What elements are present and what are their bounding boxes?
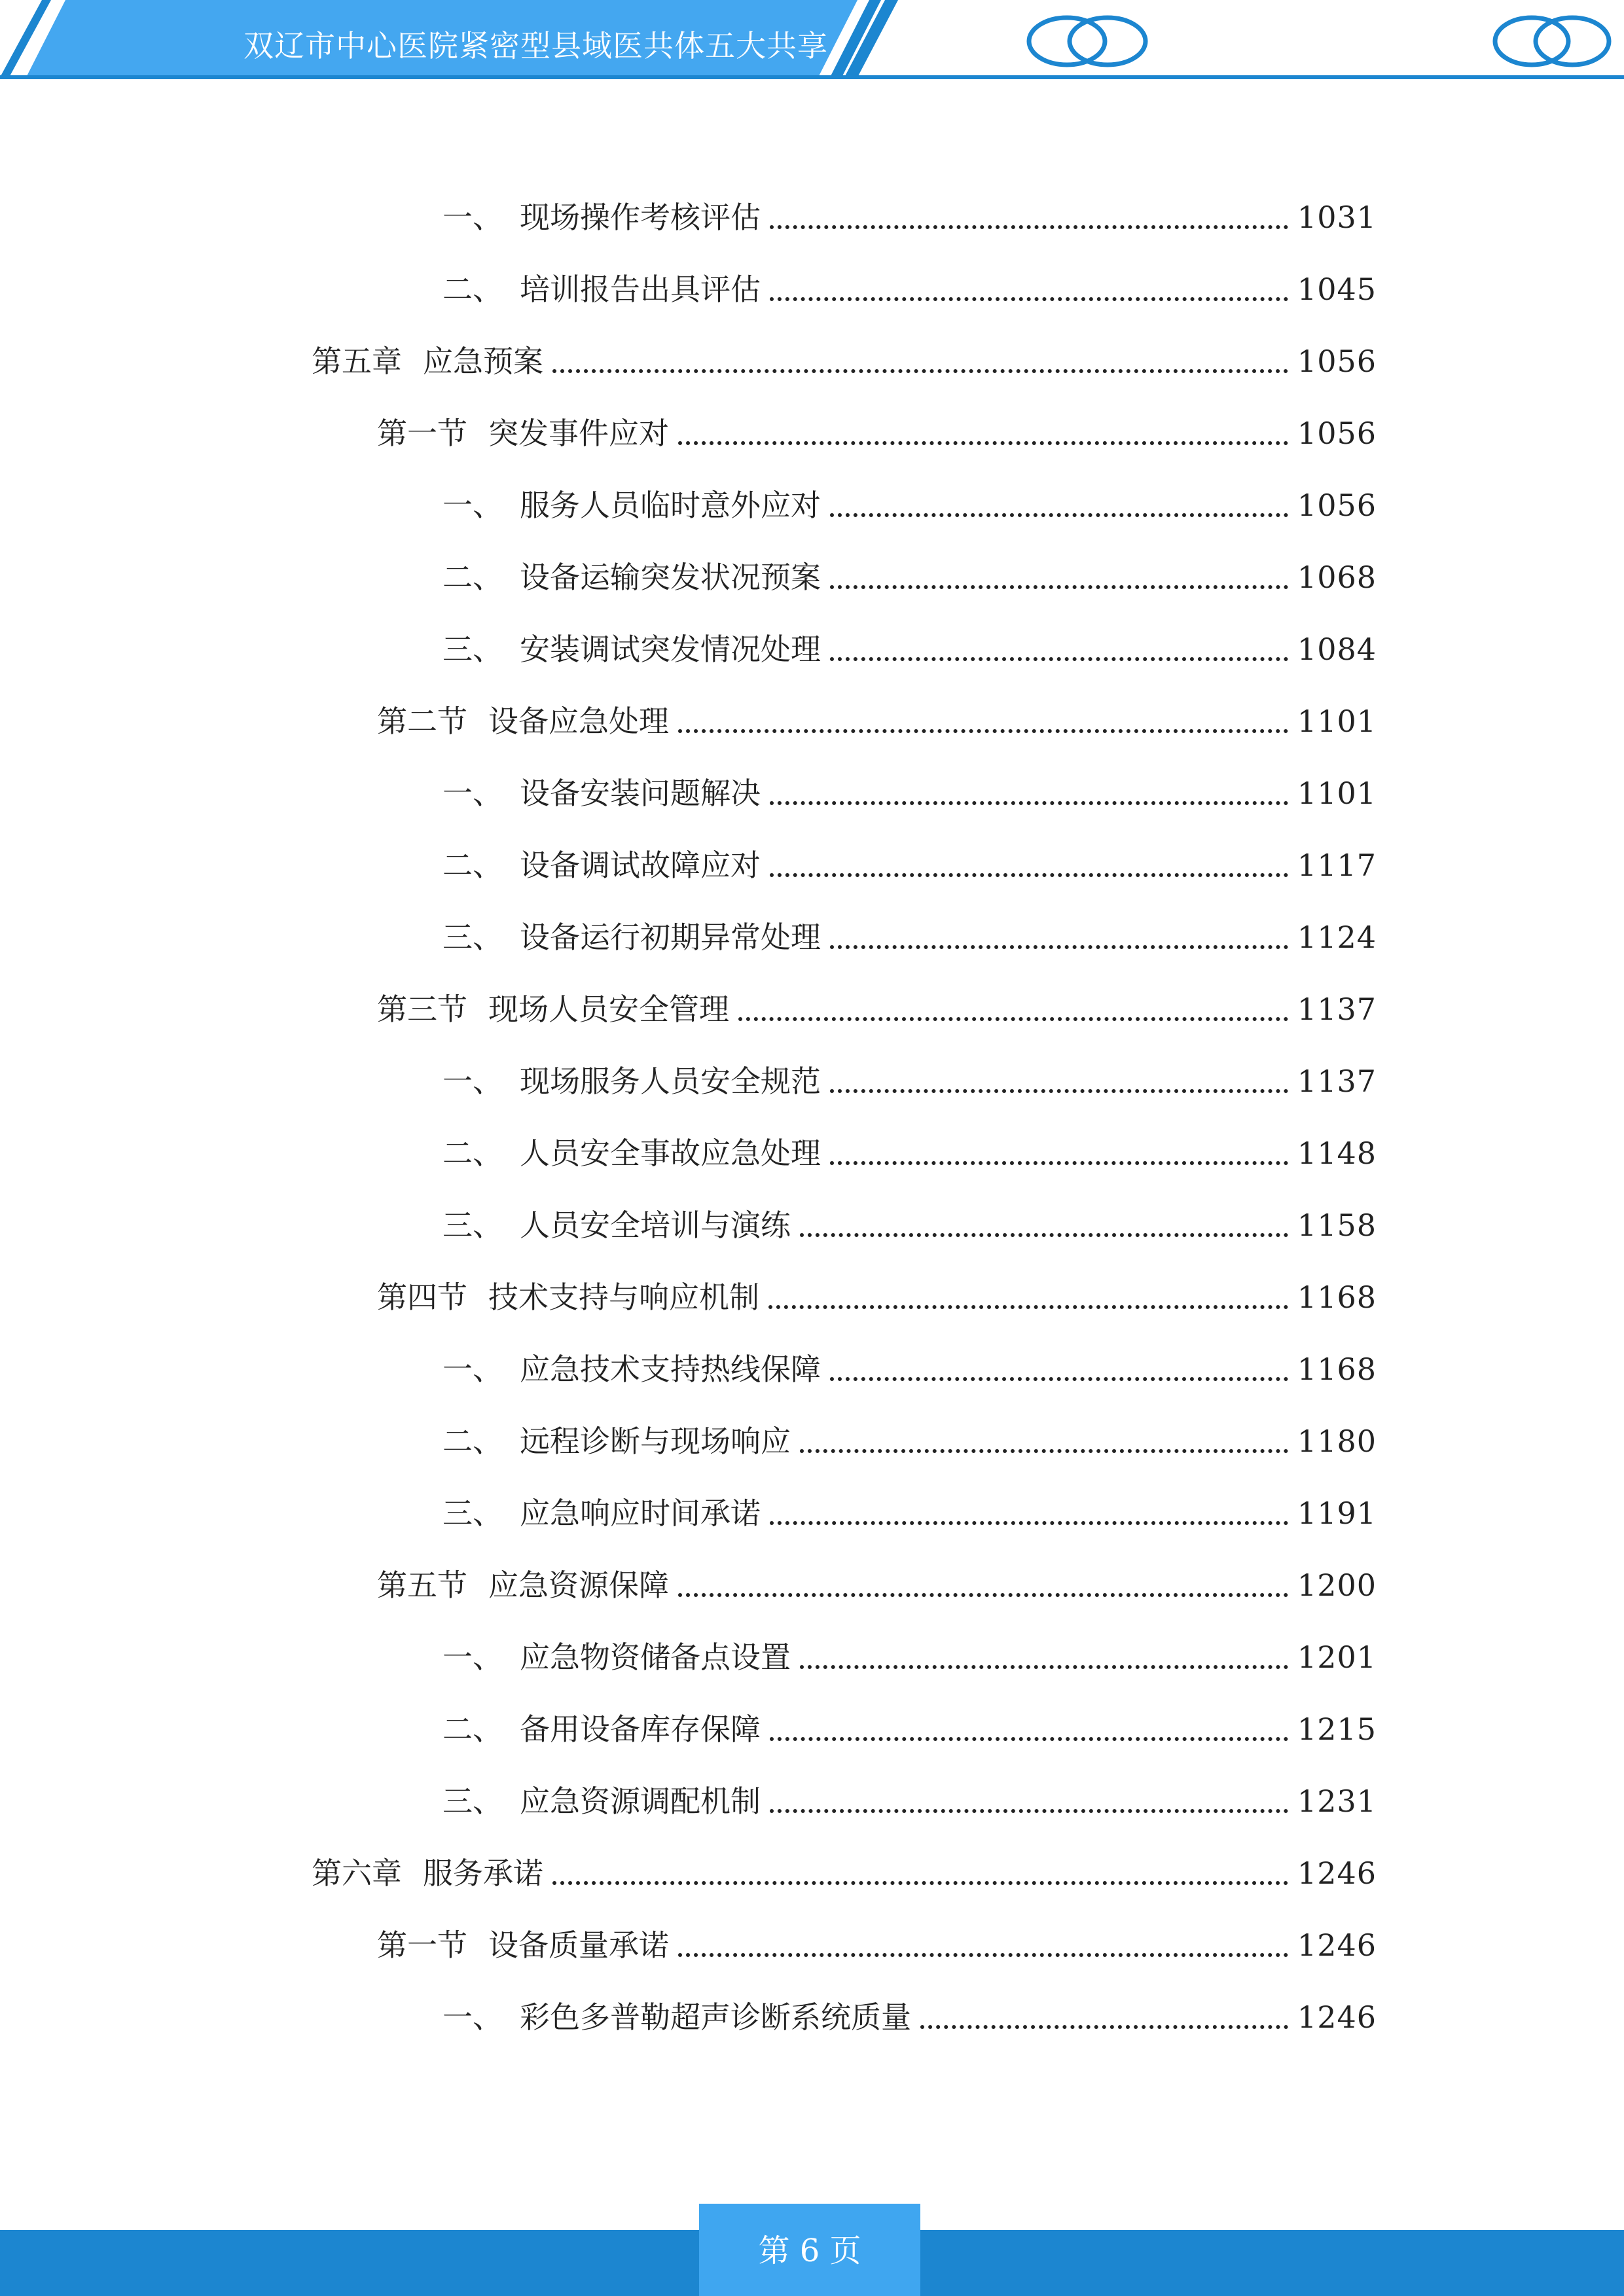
toc-entry-label: 安装调试突发情况处理 (520, 632, 821, 667)
toc-entry-page: 1031 (1297, 200, 1377, 235)
toc-dot-leader (678, 1562, 1288, 1609)
toc-entry[interactable] (312, 1850, 1377, 1897)
toc-dot-leader (800, 1202, 1288, 1249)
toc-entry-label: 设备质量承诺 (488, 1928, 669, 1963)
toc-entry-number: 二、 (442, 848, 503, 883)
toc-entry-number: 一、 (442, 1352, 503, 1387)
toc-dot-leader (830, 554, 1288, 601)
toc-entry-page: 1158 (1297, 1208, 1377, 1243)
toc-entry-page: 1200 (1297, 1568, 1377, 1603)
toc-entry[interactable] (442, 1490, 1377, 1537)
toc-entry[interactable] (442, 1706, 1377, 1753)
toc-dot-leader (770, 1778, 1288, 1825)
toc-entry[interactable] (442, 1058, 1377, 1105)
toc-entry-number: 二、 (442, 1712, 503, 1747)
toc-dot-leader (920, 1994, 1288, 2041)
toc-entry-label: 彩色多普勒超声诊断系统质量 (520, 2000, 911, 2035)
toc-dot-leader (738, 986, 1288, 1033)
toc-dot-leader (770, 194, 1288, 241)
toc-entry-number: 第六章 (312, 1856, 402, 1891)
toc-entry[interactable] (442, 554, 1377, 601)
toc-entry[interactable] (442, 1634, 1377, 1681)
toc-entry-label: 突发事件应对 (488, 416, 669, 451)
toc-entry-number: 三、 (442, 920, 503, 955)
toc-entry-label: 应急物资储备点设置 (520, 1640, 791, 1675)
toc-entry-page: 1246 (1297, 1856, 1377, 1891)
toc-entry[interactable] (442, 626, 1377, 673)
toc-entry[interactable] (377, 1274, 1377, 1321)
toc-entry-label: 现场服务人员安全规范 (520, 1064, 821, 1099)
toc-entry[interactable] (442, 770, 1377, 817)
toc-entry-page: 1168 (1297, 1352, 1377, 1387)
toc-entry-label: 应急技术支持热线保障 (520, 1352, 821, 1387)
toc-entry[interactable] (442, 194, 1377, 241)
toc-entry-label: 设备运行初期异常处理 (520, 920, 821, 955)
toc-entry-label: 现场人员安全管理 (488, 992, 729, 1027)
toc-dot-leader (770, 842, 1288, 889)
toc-entry-number: 第五章 (312, 344, 402, 379)
toc-entry-page: 1191 (1297, 1496, 1377, 1531)
toc-entry-page: 1137 (1297, 992, 1377, 1027)
toc-entry[interactable] (442, 1130, 1377, 1177)
page-number: 第 6 页 (758, 2233, 861, 2269)
toc-entry-number: 一、 (442, 2000, 503, 2035)
toc-entry-label: 服务人员临时意外应对 (520, 488, 821, 523)
toc-entry[interactable] (377, 1562, 1377, 1609)
toc-dot-leader (770, 1490, 1288, 1537)
toc-dot-leader (678, 410, 1288, 457)
toc-dot-leader (770, 266, 1288, 313)
toc-entry-number: 第四节 (377, 1280, 467, 1315)
toc-entry-page: 1068 (1297, 560, 1377, 595)
toc-entry[interactable] (377, 698, 1377, 745)
toc-entry-number: 二、 (442, 1136, 503, 1171)
toc-dot-leader (800, 1634, 1288, 1681)
toc-entry-number: 第五节 (377, 1568, 467, 1603)
toc-entry-number: 三、 (442, 1496, 503, 1531)
toc-entry[interactable] (377, 410, 1377, 457)
toc-entry-label: 应急资源保障 (488, 1568, 669, 1603)
toc-entry-number: 一、 (442, 200, 503, 235)
toc-entry-page: 1056 (1297, 416, 1377, 451)
toc-entry-page: 1056 (1297, 488, 1377, 523)
toc-entry-page: 1045 (1297, 272, 1377, 307)
toc-entry-number: 二、 (442, 1424, 503, 1459)
toc-dot-leader (830, 914, 1288, 961)
toc-entry-page: 1084 (1297, 632, 1377, 667)
toc-dot-leader (768, 1274, 1288, 1321)
header-title: 双辽市中心医院紧密型县域医共体五大共享 (244, 28, 828, 63)
toc-entry-label: 人员安全培训与演练 (520, 1208, 791, 1243)
toc-entry[interactable] (312, 338, 1377, 385)
toc-dot-leader (678, 698, 1288, 745)
toc-entry-number: 第三节 (377, 992, 467, 1027)
toc-entry[interactable] (377, 986, 1377, 1033)
toc-entry[interactable] (442, 482, 1377, 529)
toc-entry-page: 1215 (1297, 1712, 1377, 1747)
toc-entry-number: 三、 (442, 1208, 503, 1243)
toc-entry-number: 第一节 (377, 1928, 467, 1963)
toc-entry-page: 1246 (1297, 1928, 1377, 1963)
toc-entry-number: 第二节 (377, 704, 467, 739)
toc-entry-label: 备用设备库存保障 (520, 1712, 761, 1747)
toc-entry-label: 应急响应时间承诺 (520, 1496, 761, 1531)
toc-entry[interactable] (442, 914, 1377, 961)
toc-dot-leader (830, 626, 1288, 673)
toc-entry-page: 1231 (1297, 1784, 1377, 1819)
toc-entry-label: 设备安装问题解决 (520, 776, 761, 811)
toc-entry-number: 一、 (442, 488, 503, 523)
toc-entry-number: 三、 (442, 1784, 503, 1819)
toc-entry-number: 一、 (442, 1064, 503, 1099)
toc-entry-label: 技术支持与响应机制 (488, 1280, 759, 1315)
toc-entry-page: 1117 (1297, 848, 1377, 883)
toc-entry-label: 服务承诺 (423, 1856, 543, 1891)
toc-dot-leader (678, 1922, 1288, 1969)
toc-entry-label: 应急资源调配机制 (520, 1784, 761, 1819)
toc-entry-label: 设备应急处理 (488, 704, 669, 739)
toc-entry[interactable] (442, 1418, 1377, 1465)
toc-entry-page: 1246 (1297, 2000, 1377, 2035)
toc-entry-page: 1201 (1297, 1640, 1377, 1675)
toc-entry-label: 远程诊断与现场响应 (520, 1424, 791, 1459)
toc-entry-page: 1056 (1297, 344, 1377, 379)
toc-entry-number: 一、 (442, 1640, 503, 1675)
toc-entry-page: 1124 (1297, 920, 1377, 955)
toc-dot-leader (770, 770, 1288, 817)
toc-entry[interactable] (442, 1346, 1377, 1393)
toc-entry-label: 应急预案 (423, 344, 543, 379)
toc-entry[interactable] (442, 1778, 1377, 1825)
toc-entry-label: 培训报告出具评估 (520, 272, 761, 307)
toc-entry-number: 第一节 (377, 416, 467, 451)
toc-entry-page: 1148 (1297, 1136, 1377, 1171)
toc-dot-leader (552, 338, 1288, 385)
toc-dot-leader (830, 1346, 1288, 1393)
toc-dot-leader (830, 1130, 1288, 1177)
toc-entry-page: 1180 (1297, 1424, 1377, 1459)
toc-entry-page: 1168 (1297, 1280, 1377, 1315)
toc-dot-leader (770, 1706, 1288, 1753)
toc-entry[interactable] (442, 266, 1377, 313)
toc-entry-number: 一、 (442, 776, 503, 811)
toc-dot-leader (830, 482, 1288, 529)
toc-dot-leader (800, 1418, 1288, 1465)
toc-entry-number: 二、 (442, 272, 503, 307)
toc-entry-number: 三、 (442, 632, 503, 667)
toc-dot-leader (830, 1058, 1288, 1105)
toc-entry-label: 设备调试故障应对 (520, 848, 761, 883)
toc-entry-label: 人员安全事故应急处理 (520, 1136, 821, 1171)
toc-entry-page: 1101 (1297, 776, 1377, 811)
toc-entry[interactable] (442, 1994, 1377, 2041)
toc-dot-leader (552, 1850, 1288, 1897)
toc-entry-page: 1137 (1297, 1064, 1377, 1099)
toc-entry-page: 1101 (1297, 704, 1377, 739)
toc-entry[interactable] (377, 1922, 1377, 1969)
toc-entry-label: 设备运输突发状况预案 (520, 560, 821, 595)
toc-entry-label: 现场操作考核评估 (520, 200, 761, 235)
toc-entry[interactable] (442, 842, 1377, 889)
toc-entry-number: 二、 (442, 560, 503, 595)
toc-entry[interactable] (442, 1202, 1377, 1249)
